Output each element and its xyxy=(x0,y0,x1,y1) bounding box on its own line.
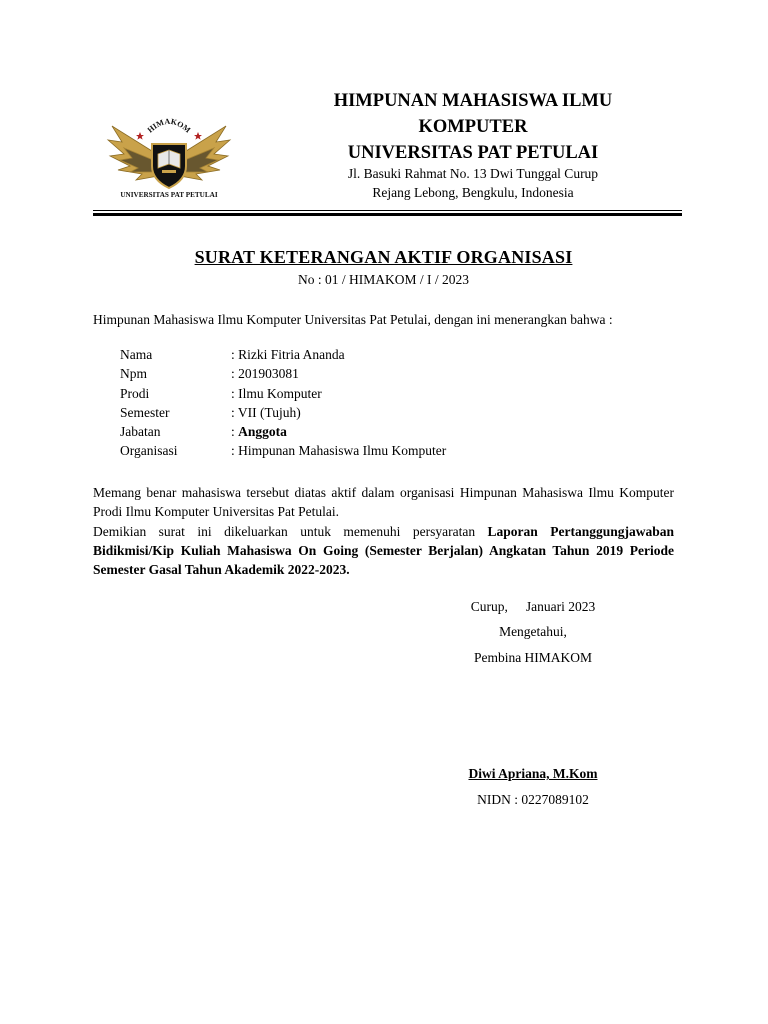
field-label: Npm xyxy=(120,366,147,382)
field-value: : Rizki Fitria Ananda xyxy=(231,347,345,362)
position-value: Anggota xyxy=(238,424,287,440)
field-value: : Himpunan Mahasiswa Ilmu Komputer xyxy=(231,443,447,459)
field-row xyxy=(120,405,446,424)
field-row xyxy=(120,366,446,385)
field-label: Jabatan xyxy=(120,424,161,440)
closing-prefix: Demikian surat ini dikeluarkan untuk memenuhi persyaratan xyxy=(93,523,476,539)
university-name: UNIVERSITAS PAT PETULAI xyxy=(347,143,599,163)
org-name-line2: KOMPUTER xyxy=(418,117,528,137)
himakom-logo xyxy=(102,104,236,200)
address-line1: Jl. Basuki Rahmat No. 13 Dwi Tunggal Curup xyxy=(347,166,599,181)
signature-place: Curup, xyxy=(470,599,508,614)
closing-text xyxy=(93,522,674,580)
field-value: : VII (Tujuh) xyxy=(231,404,301,420)
svg-text:HIMAKOM: HIMAKOM xyxy=(145,116,193,135)
signatory-name: Diwi Apriana, M.Kom xyxy=(468,766,598,781)
address-line2: Rejang Lebong, Bengkulu, Indonesia xyxy=(372,185,574,200)
header-divider-thin xyxy=(93,210,682,211)
field-row xyxy=(120,347,446,366)
field-label: Organisasi xyxy=(120,443,178,459)
statement-text: Memang benar mahasiswa tersebut diatas aktif dalam organisasi Himpunan Mahasiswa Ilmu Komputer Prodi Ilmu Komputer Universitas Pat Petulai. xyxy=(93,485,674,520)
signatory-role: Pembina HIMAKOM xyxy=(473,650,593,665)
student-details-table xyxy=(120,347,446,463)
eagle-emblem-icon xyxy=(102,104,236,200)
field-value: : 201903081 xyxy=(231,366,299,382)
field-value: : Ilmu Komputer xyxy=(231,385,322,401)
field-row xyxy=(120,443,446,462)
org-name-line1: HIMPUNAN MAHASISWA ILMU xyxy=(333,91,613,111)
statement-paragraph xyxy=(93,483,674,579)
signature-acknowledged: Mengetahui, xyxy=(499,624,567,639)
document-number: No : 01 / HIMAKOM / I / 2023 xyxy=(298,272,469,287)
stars-icon xyxy=(136,132,202,140)
document-title: SURAT KETERANGAN AKTIF ORGANISASI xyxy=(194,247,573,267)
field-label: Nama xyxy=(120,347,153,362)
field-value-prefix: : xyxy=(231,424,239,440)
header-divider-thick xyxy=(93,213,682,216)
organization-address xyxy=(290,164,656,202)
closing-purpose: Laporan Pertanggungjawaban Bidikmisi/Kip Kuliah Mahasiswa On Going (Semester Berjalan) Angkatan Tahun 2019 Periode Semester Gasal Tahun Akademik 2022-2023. xyxy=(93,523,674,578)
svg-text:UNIVERSITAS PAT PETULAI: UNIVERSITAS PAT PETULAI xyxy=(120,191,218,199)
signature-date: Januari 2023 xyxy=(525,599,596,614)
field-row xyxy=(120,424,446,443)
signature-place-date xyxy=(420,599,646,615)
intro-paragraph: Himpunan Mahasiswa Ilmu Komputer Universitas Pat Petulai, dengan ini menerangkan bahwa : xyxy=(93,312,613,327)
field-label: Semester xyxy=(120,404,170,420)
field-value xyxy=(231,424,446,443)
organization-name xyxy=(290,88,656,166)
field-label: Prodi xyxy=(120,385,150,401)
signatory-nidn: NIDN : 0227089102 xyxy=(477,792,589,807)
field-row xyxy=(120,386,446,405)
